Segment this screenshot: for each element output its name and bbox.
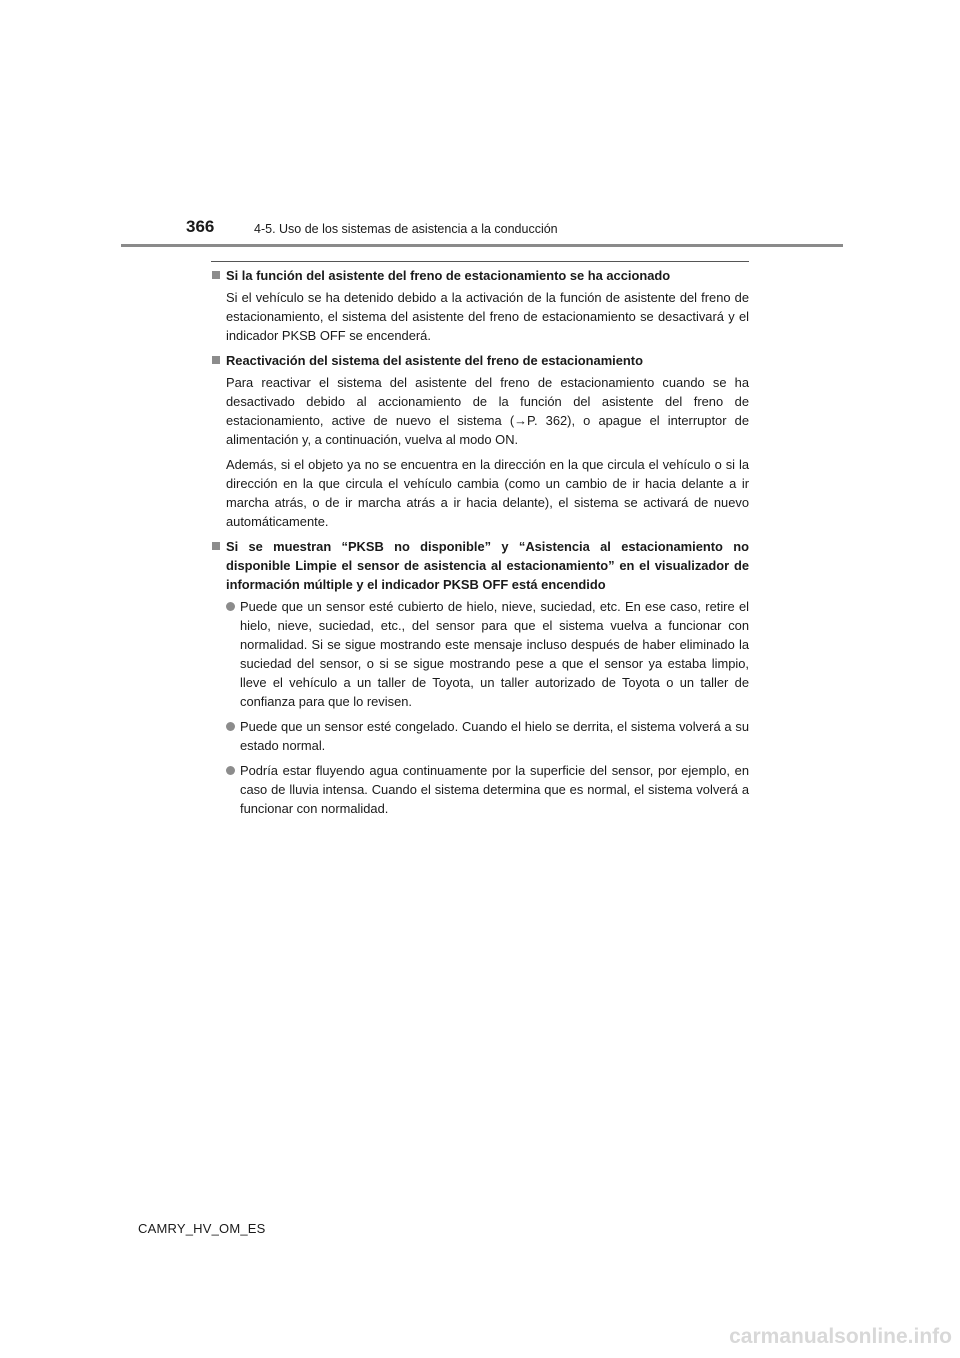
- section-heading-text: Si se muestran “PKSB no disponible” y “Asistencia al estacionamiento no disponible Limpie el sensor de asistencia al estacionamiento” en el visualizador de información múltiple y el indicador PKSB OFF está encendido: [226, 539, 749, 592]
- watermark: carmanualsonline.info: [729, 1325, 952, 1348]
- section-heading: [211, 537, 749, 594]
- section-divider: [211, 261, 749, 262]
- square-bullet-icon: [212, 542, 220, 550]
- list-item-text: Puede que un sensor esté cubierto de hielo, nieve, suciedad, etc. En ese caso, retire el hielo, nieve, suciedad, etc., del sensor para que el sistema vuelva a funcionar con normalidad. Si se sigue mostrando este mensaje incluso después de haber eliminado la suciedad del sensor, o si se sigue mostrando pese a que el sensor ya estaba limpio, lleve el vehículo a un taller de Toyota, un taller autorizado de Toyota o un taller de confianza para que lo revisen.: [240, 599, 749, 709]
- section-parking-brake-activated: [211, 266, 749, 345]
- section-heading: [211, 266, 749, 285]
- chapter-title: 4-5. Uso de los sistemas de asistencia a la conducción: [254, 222, 558, 236]
- list-item: [226, 597, 749, 711]
- section-reactivation: [211, 351, 749, 531]
- header-divider: [121, 244, 843, 247]
- section-heading-text: Si la función del asistente del freno de estacionamiento se ha accionado: [226, 268, 671, 283]
- list-item-text: Puede que un sensor esté congelado. Cuando el hielo se derrita, el sistema volverá a su estado normal.: [240, 719, 749, 753]
- paragraph: Para reactivar el sistema del asistente del freno de estacionamiento cuando se ha desactivado debido al accionamiento de la función del asistente del freno de estacionamiento, active de nuevo el sistema (→P. 362), o apague el interruptor de alimentación y, a continuación, vuelva al modo ON.: [226, 375, 749, 447]
- document-code: CAMRY_HV_OM_ES: [138, 1221, 266, 1236]
- section-heading: [211, 351, 749, 370]
- list-item: [226, 717, 749, 755]
- page-header: [0, 0, 960, 250]
- square-bullet-icon: [212, 271, 220, 279]
- circle-bullet-icon: [226, 722, 235, 731]
- circle-bullet-icon: [226, 602, 235, 611]
- list-item: [226, 761, 749, 818]
- paragraph: Además, si el objeto ya no se encuentra en la dirección en la que circula el vehículo o si la dirección en la que circula el vehículo cambia (como un cambio de ir hacia delante a ir marcha atrás, o de ir marcha atrás a ir hacia delante), el sistema se activará de nuevo automáticamente.: [226, 457, 749, 529]
- list-item-text: Podría estar fluyendo agua continuamente por la superficie del sensor, por ejemplo, en caso de lluvia intensa. Cuando el sistema determina que es normal, el sistema volverá a funcionar con normalidad.: [240, 763, 749, 816]
- section-pksb-unavailable: [211, 537, 749, 818]
- section-heading-text: Reactivación del sistema del asistente del freno de estacionamiento: [226, 353, 643, 368]
- square-bullet-icon: [212, 356, 220, 364]
- page-number: 366: [186, 217, 215, 236]
- page-content: [211, 266, 749, 824]
- paragraph: Si el vehículo se ha detenido debido a la activación de la función de asistente del freno de estacionamiento, el sistema del asistente del freno de estacionamiento se desactivará y el indicador PKSB OFF se encenderá.: [226, 290, 749, 343]
- circle-bullet-icon: [226, 766, 235, 775]
